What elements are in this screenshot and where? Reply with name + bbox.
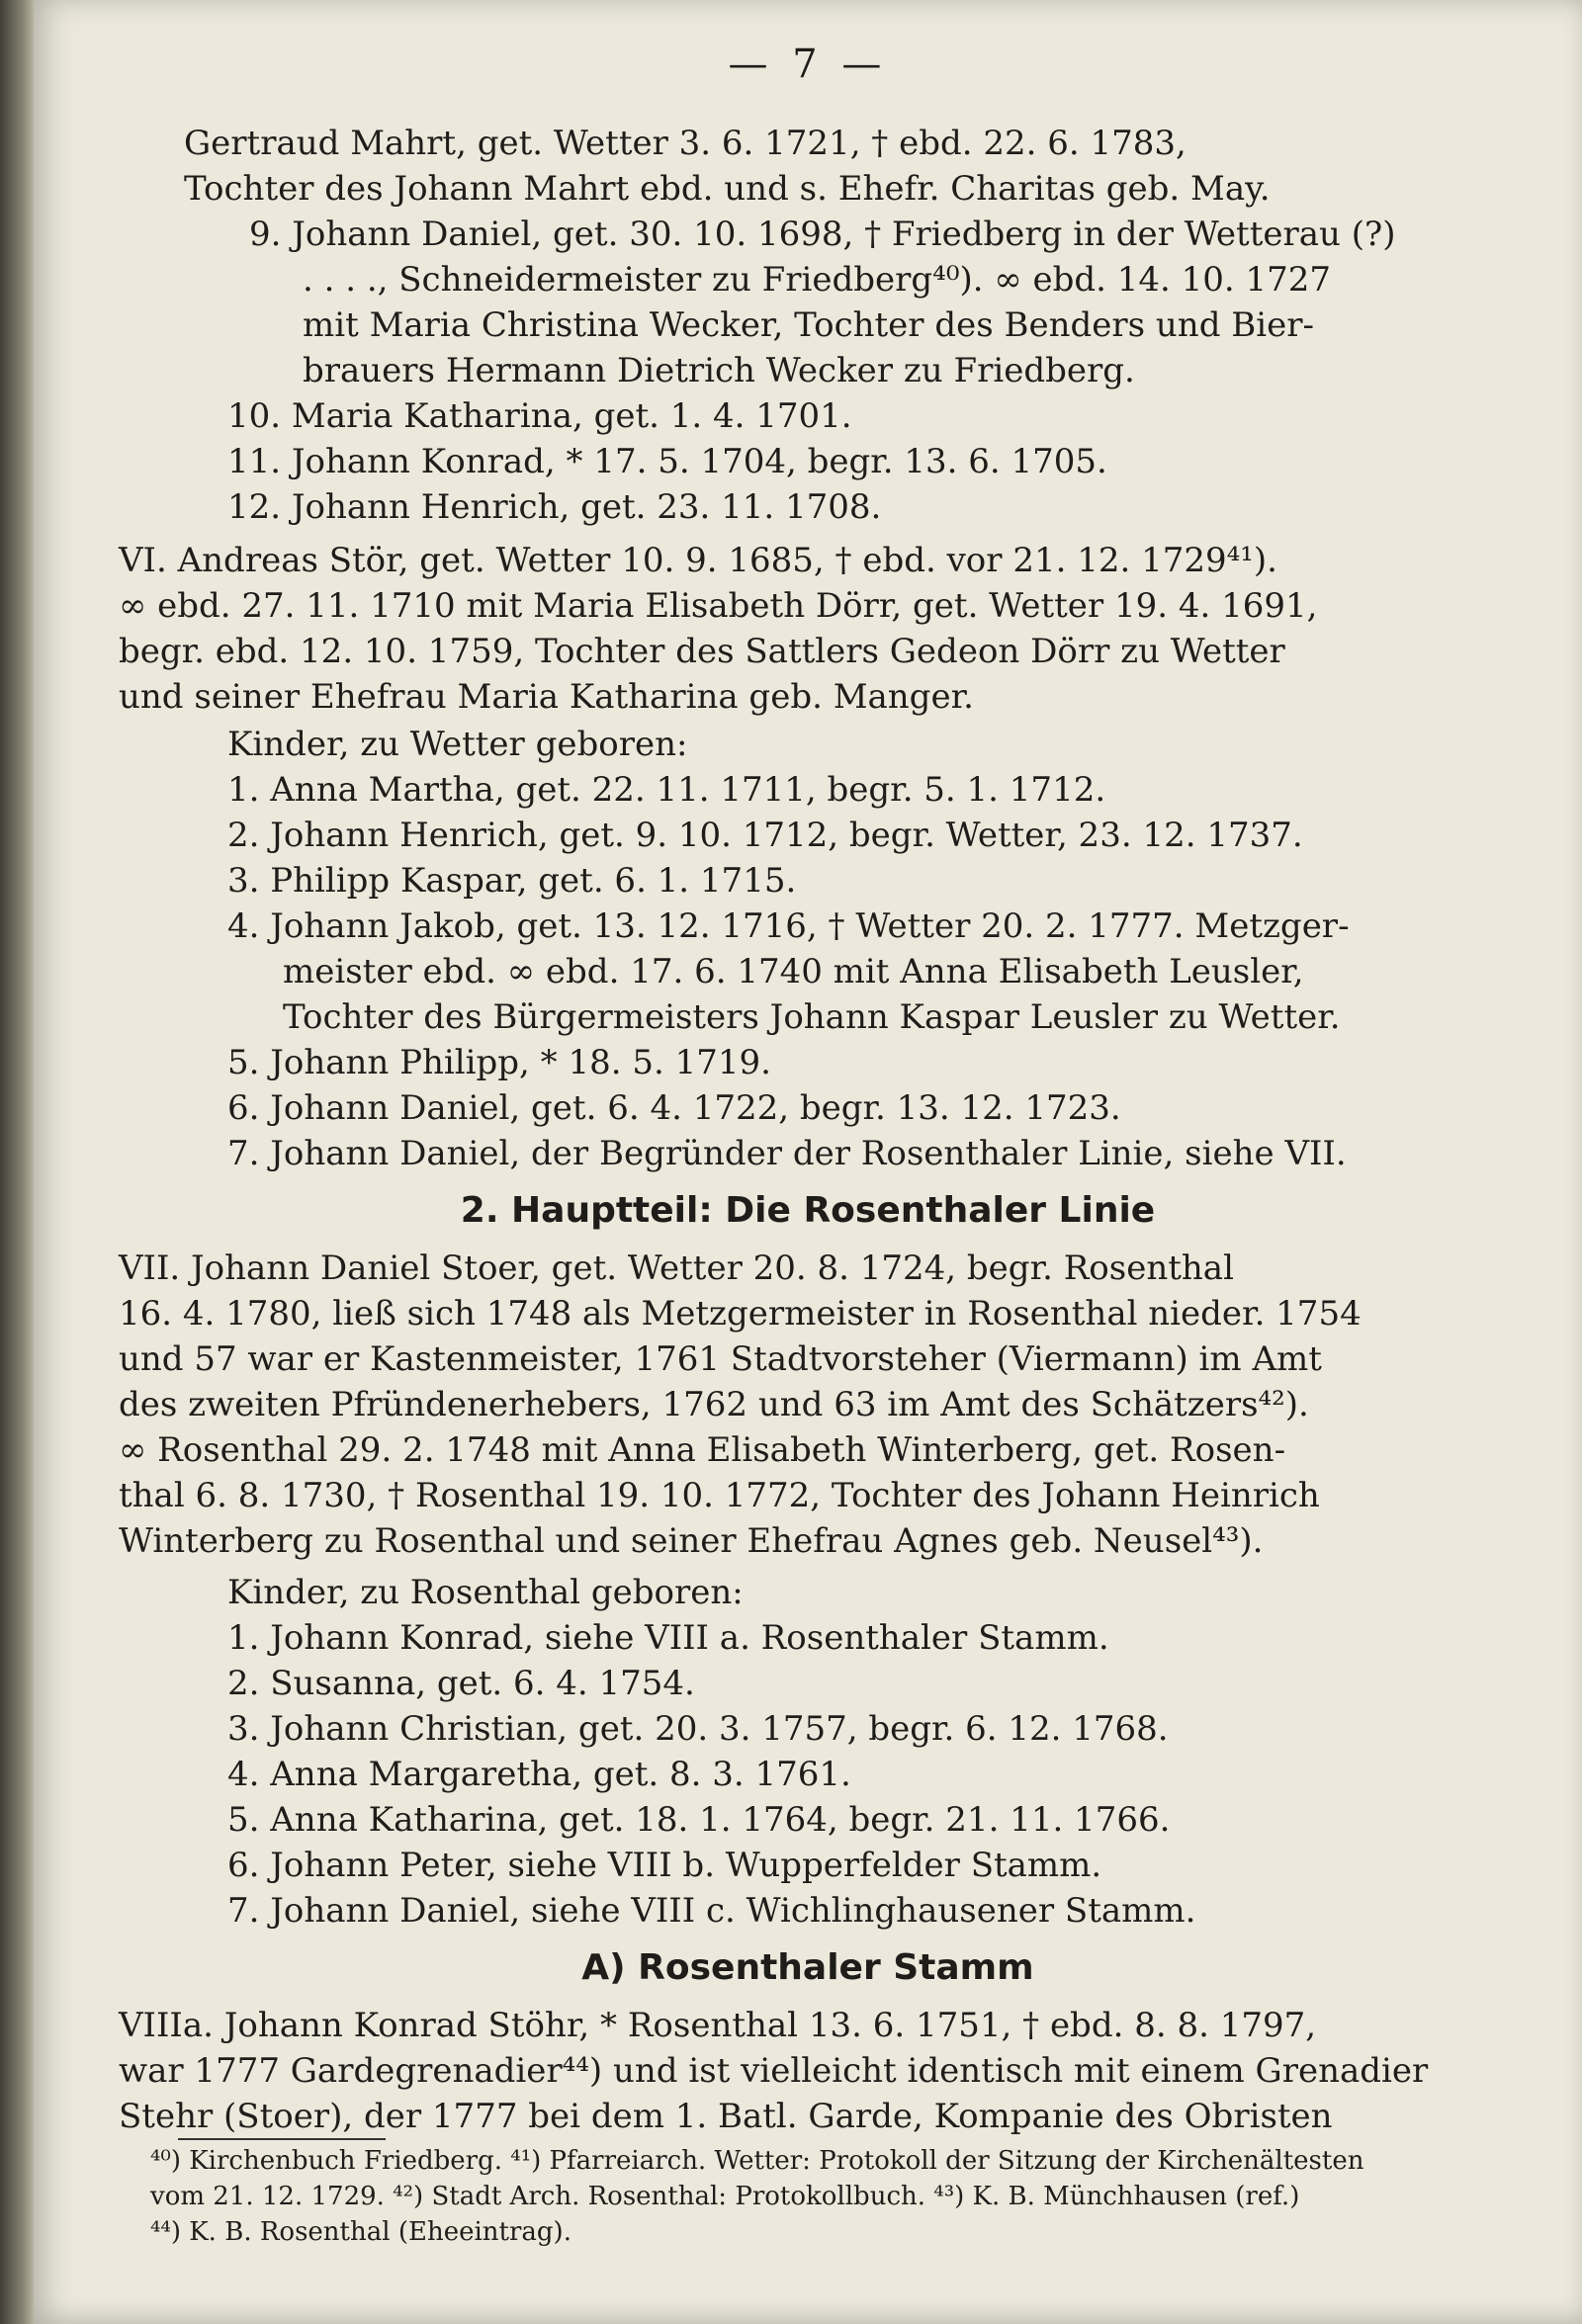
running-head-page-number: — 7 — [728, 42, 888, 87]
text-line-9: 12. Johann Henrich, get. 23. 11. 1708. [227, 487, 882, 527]
text-line-39: VIIIa. Johann Konrad Stöhr, * Rosenthal 13. 6. 1751, † ebd. 8. 8. 1797, [119, 2006, 1317, 2045]
text-line-20: Tochter des Bürgermeisters Johann Kaspar Leusler zu Wetter. [283, 997, 1341, 1037]
text-line-29: thal 6. 8. 1730, † Rosenthal 19. 10. 1772, Tochter des Johann Heinrich [119, 1476, 1320, 1515]
book-spine-shadow [0, 0, 34, 2324]
text-line-31: Kinder, zu Rosenthal geboren: [227, 1573, 744, 1612]
text-line-25: 16. 4. 1780, ließ sich 1748 als Metzgermeister in Rosenthal nieder. 1754 [119, 1294, 1362, 1334]
text-line-34: 3. Johann Christian, get. 20. 3. 1757, begr. 6. 12. 1768. [227, 1709, 1169, 1749]
text-line-7: 10. Maria Katharina, get. 1. 4. 1701. [227, 396, 852, 436]
text-line-38: 7. Johann Daniel, siehe VIII c. Wichlinghausener Stamm. [227, 1891, 1196, 1931]
text-line-10: VI. Andreas Stör, get. Wetter 10. 9. 1685, † ebd. vor 21. 12. 1729⁴¹). [119, 541, 1277, 580]
section-heading-rosenthaler-stamm: A) Rosenthaler Stamm [581, 1947, 1034, 1988]
text-line-4: . . . ., Schneidermeister zu Friedberg⁴⁰). ∞ ebd. 14. 10. 1727 [303, 260, 1332, 300]
text-line-33: 2. Susanna, get. 6. 4. 1754. [227, 1664, 695, 1703]
text-line-27: des zweiten Pfründenerhebers, 1762 und 63 im Amt des Schätzers⁴²). [119, 1385, 1309, 1424]
text-line-24: VII. Johann Daniel Stoer, get. Wetter 20. 8. 1724, begr. Rosenthal [119, 1248, 1234, 1288]
text-line-37: 6. Johann Peter, siehe VIII b. Wupperfelder Stamm. [227, 1846, 1102, 1885]
text-line-41: Stehr (Stoer), der 1777 bei dem 1. Batl. Garde, Kompanie des Obristen [119, 2097, 1333, 2136]
text-line-15: 1. Anna Martha, get. 22. 11. 1711, begr. 5. 1. 1712. [227, 770, 1106, 810]
text-line-35: 4. Anna Margaretha, get. 8. 3. 1761. [227, 1755, 851, 1794]
text-line-18: 4. Johann Jakob, get. 13. 12. 1716, † Wetter 20. 2. 1777. Metzger- [227, 906, 1350, 946]
text-line-11: ∞ ebd. 27. 11. 1710 mit Maria Elisabeth Dörr, get. Wetter 19. 4. 1691, [119, 586, 1318, 626]
text-line-12: begr. ebd. 12. 10. 1759, Tochter des Sattlers Gedeon Dörr zu Wetter [119, 632, 1285, 671]
text-line-2: Tochter des Johann Mahrt ebd. und s. Ehefr. Charitas geb. May. [184, 169, 1271, 209]
text-line-6: brauers Hermann Dietrich Wecker zu Friedberg. [303, 351, 1135, 390]
section-heading-rosenthaler-linie: 2. Hauptteil: Die Rosenthaler Linie [460, 1190, 1156, 1231]
text-line-3: 9. Johann Daniel, get. 30. 10. 1698, † Friedberg in der Wetterau (?) [249, 215, 1396, 254]
footnote-line-3: ⁴⁴) K. B. Rosenthal (Eheeintrag). [150, 2217, 571, 2247]
text-line-13: und seiner Ehefrau Maria Katharina geb. Manger. [119, 677, 974, 717]
footnote-line-2: vom 21. 12. 1729. ⁴²) Stadt Arch. Rosenthal: Protokollbuch. ⁴³) K. B. Münchhausen (ref.) [150, 2182, 1300, 2211]
text-line-1: Gertraud Mahrt, get. Wetter 3. 6. 1721, † ebd. 22. 6. 1783, [184, 124, 1186, 163]
text-line-22: 6. Johann Daniel, get. 6. 4. 1722, begr. 13. 12. 1723. [227, 1088, 1121, 1128]
footnote-divider [178, 2138, 386, 2140]
text-line-40: war 1777 Gardegrenadier⁴⁴) und ist vielleicht identisch mit einem Grenadier [119, 2051, 1429, 2091]
text-line-5: mit Maria Christina Wecker, Tochter des Benders und Bier- [303, 305, 1314, 345]
text-line-8: 11. Johann Konrad, * 17. 5. 1704, begr. 13. 6. 1705. [227, 442, 1107, 481]
text-line-30: Winterberg zu Rosenthal und seiner Ehefrau Agnes geb. Neusel⁴³). [119, 1521, 1264, 1561]
text-line-19: meister ebd. ∞ ebd. 17. 6. 1740 mit Anna Elisabeth Leusler, [283, 952, 1304, 991]
footnote-line-1: ⁴⁰) Kirchenbuch Friedberg. ⁴¹) Pfarreiarch. Wetter: Protokoll der Sitzung der Kirchenältesten [150, 2146, 1364, 2176]
text-line-14: Kinder, zu Wetter geboren: [227, 725, 688, 764]
text-line-26: und 57 war er Kastenmeister, 1761 Stadtvorsteher (Viermann) im Amt [119, 1339, 1322, 1379]
text-line-32: 1. Johann Konrad, siehe VIII a. Rosenthaler Stamm. [227, 1618, 1109, 1658]
text-line-16: 2. Johann Henrich, get. 9. 10. 1712, begr. Wetter, 23. 12. 1737. [227, 816, 1303, 855]
book-page [34, 0, 1582, 2324]
text-line-17: 3. Philipp Kaspar, get. 6. 1. 1715. [227, 861, 797, 901]
text-line-21: 5. Johann Philipp, * 18. 5. 1719. [227, 1043, 771, 1082]
text-line-23: 7. Johann Daniel, der Begründer der Rosenthaler Linie, siehe VII. [227, 1134, 1347, 1173]
text-line-28: ∞ Rosenthal 29. 2. 1748 mit Anna Elisabeth Winterberg, get. Rosen- [119, 1430, 1286, 1470]
text-line-36: 5. Anna Katharina, get. 18. 1. 1764, begr. 21. 11. 1766. [227, 1800, 1171, 1840]
